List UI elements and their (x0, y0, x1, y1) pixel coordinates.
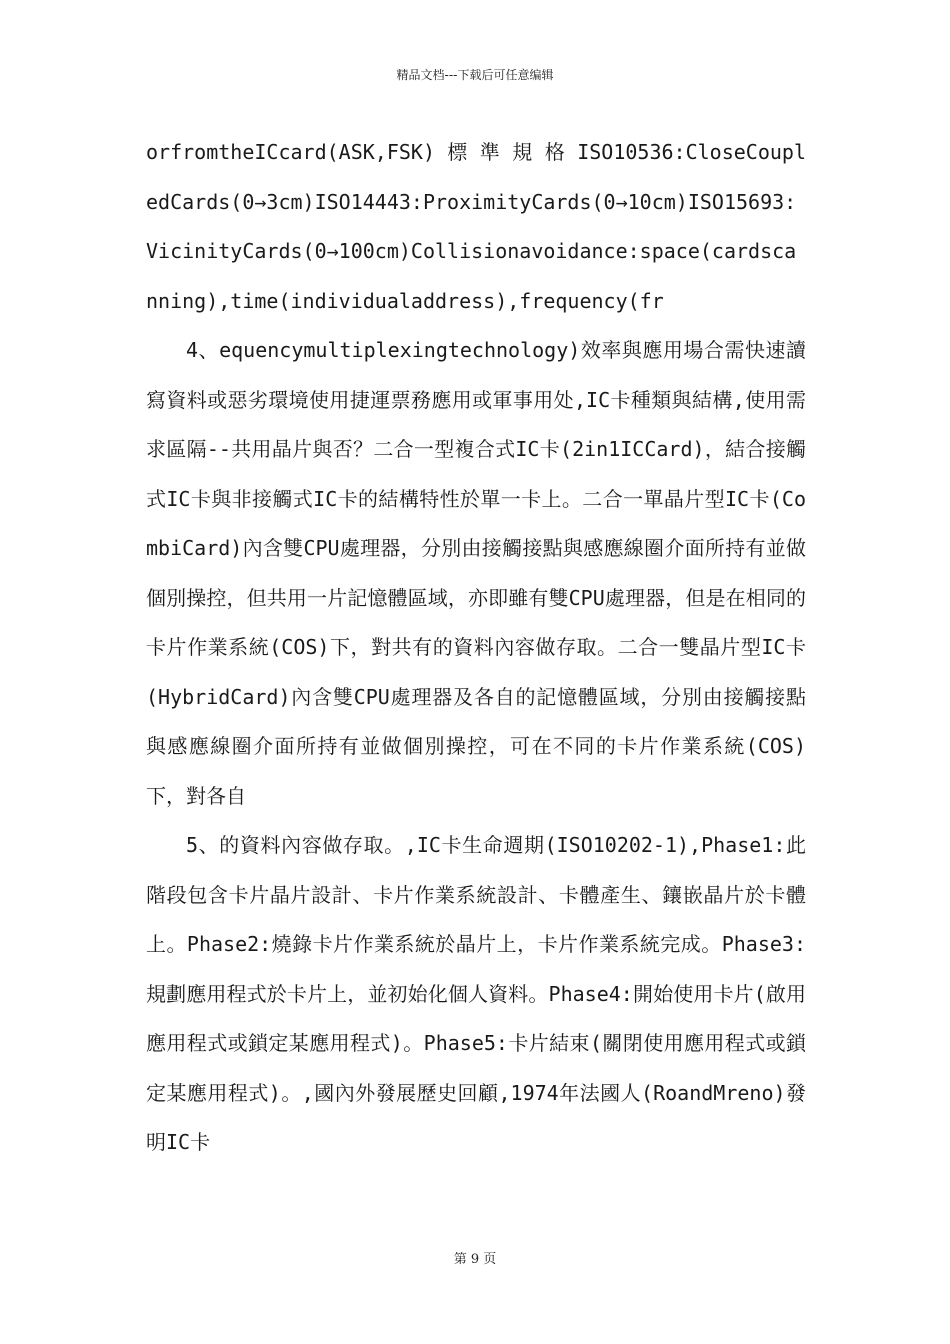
page-number: 第 9 页 (453, 1252, 497, 1267)
page-header: 精品文档---下载后可任意编辑 (396, 68, 554, 82)
document-body (146, 128, 806, 1168)
paragraph-2: 4、equencymultiplexingtechnology)效率與應用場合需快速讀寫資料或惡劣環境使用捷運票務應用或軍事用处,IC卡種類與結構,使用需求區隔--共用晶片與否？二合一型複合式IC卡(2in1ICCard)，結合接觸式IC卡與非接觸式IC卡的結構特性於單一卡上。二合一單晶片型IC卡(CombiCard)內含雙CPU處理器，分別由接觸接點與感應線圈介面所持有並做個別操控，但共用一片記憶體區域，亦即雖有雙CPU處理器，但是在相同的卡片作業系統(COS)下，對共有的資料內容做存取。二合一雙晶片型IC卡(HybridCard)內含雙CPU處理器及各自的記憶體區域，分別由接觸接點與感應線圈介面所持有並做個別操控，可在不同的卡片作業系統(COS)下，對各自 (146, 338, 806, 808)
paragraph-1: orfromtheICcard(ASK,FSK) 標 準 規 格 ISO10536:CloseCoupledCards(0→3cm)ISO14443:ProximityCards(0→10cm)ISO15693:VicinityCards(0→100cm)Collisionavoidance:space(cardscanning),time(individualaddress),frequency(fr (146, 140, 806, 313)
paragraph-3: 5、的資料內容做存取。,IC卡生命週期(ISO10202-1),Phase1:此階段包含卡片晶片設計、卡片作業系統設計、卡體產生、鑲嵌晶片於卡體上。Phase2:燒錄卡片作業系統於晶片上，卡片作業系統完成。Phase3:規劃應用程式於卡片上，並初始化個人資料。Phase4:開始使用卡片(啟用應用程式或鎖定某應用程式)。Phase5:卡片結束(關閉使用應用程式或鎖定某應用程式)。,國內外發展歷史回顧,1974年法國人(RoandMreno)發明IC卡 (146, 833, 806, 1154)
